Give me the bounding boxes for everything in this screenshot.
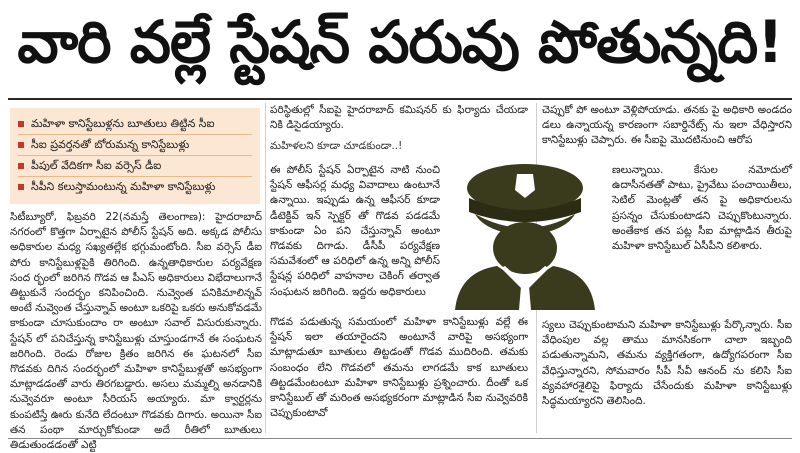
article-paragraph: ణలున్నాయి. కేసుల నమోదులో ఉదాసీనతతో పాటు, ప్రైవేటు పంచాయితీలు, సెటిల్ మెంట్లతో తన పై అధికారులను ప్రసన్నం చేసుకుంటాడని చెప్పుకొంటున్నారు. అంతేకాక తన పట్ల సీఐ మాట్లాడిన తీరుపై మహిళా కానిస్టేబుల్ ఏసీపీని కలిశారు. bbox=[612, 164, 792, 253]
article-column-2-bottom bbox=[270, 315, 528, 421]
highlight-text: సీపీని కలుస్తామంటున్న మహిళా కానిస్టేబుళ్లు bbox=[31, 180, 216, 193]
bullet-icon bbox=[18, 142, 24, 148]
highlight-item bbox=[18, 177, 252, 197]
article-column-3-top bbox=[542, 103, 792, 149]
police-officer-icon bbox=[445, 160, 605, 310]
article-column-3-mid bbox=[612, 163, 792, 254]
highlight-item bbox=[18, 156, 252, 177]
article-column-1 bbox=[10, 210, 262, 453]
column-divider bbox=[265, 103, 266, 433]
bullet-icon bbox=[18, 121, 24, 127]
highlight-text: పీపుల్ వేదికగా సీఐ వర్సెస్ డీఐ bbox=[31, 159, 162, 172]
highlight-text: మహిళా కానిస్టేబుళ్లను బూతులు తిట్టిన సీఐ bbox=[31, 117, 215, 130]
article-paragraph: సిటీబ్యూరో, ఫిబ్రవరి 22(నమస్తే తెలంగాణ): హైదరాబాద్ నగరంలో కొత్తగా ఏర్పాటైన పోలీస్ స్టేషన్ అది. అక్కడ పోలీసు అధికారుల మధ్య సఖ్యతల్లేక భగ్గుమంటోంది. సీఐ వర్సెస్ డీఐ పోరు కానిస్టేబుళ్లపైకి తిరిగింది. ఉన్నతాధికారుల పర్యవేక్షణ సంద ర్భంలో జరిగిన గొడవ ఆ పీఎస్ అధికారులు విభేదాలుగానే తిట్టుకునే సందర్భం కనిపించింది. నువ్వెంత పనికిమాలిన్నవ్ అంటే నువ్వెంత చేస్తున్నావ్ అంటూ ఒకరిపై ఒకరు అనుకోవడమే కాకుండా చూసుకుందాం రా అంటూ సవాల్ విసురుకున్నారు. స్టేషన్ లో పనిచేస్తున్న కానిస్టేబుళ్లు చూస్తుండగానే ఈ సంఘటన జరిగింది. రెండు రోజుల క్రితం జరిగిన ఈ ఘటనలో సీఐ గొడవకు దిగిన సందర్భంలో మహిళా కానిస్టేబుళ్లతో అసభ్యంగా మాట్లాడడంతో వారు తిరగబడ్డారు. అసలు మమ్మల్ని అనడానికి నువ్వెవరూ అంటూ సీరియస్ అయ్యారు. మా క్వార్టర్లను కుంపటిస్తే ఊరు కునేది లేదంటూ గొడవకు దిగారు. అయినా సీఐ తన పంథా మార్చుకోకుండా అదే రీతిలో బూతులు తిడుతుండడంతో ఎట్టి bbox=[10, 211, 262, 452]
highlight-item bbox=[18, 135, 252, 156]
headline: వారి వల్లే స్టేషన్ పరువు పోతున్నది! bbox=[17, 7, 783, 76]
article-column-2-top bbox=[270, 103, 528, 155]
article-paragraph: ఈ పోలీస్ స్టేషన్ ఏర్పాటైన నాటి నుంచి స్టేషన్ ఆఫీసర్ల మధ్య వివాదాలు ఉంటూనే ఉన్నాయి. ఇప్పుడు ఉన్న ఆఫీసర్ కూడా డీటెక్టివ్ ఇన్ స్పెక్టర్ తో గొడవ పడడమే కాకుండా ఏం పని చేస్తున్నావ్ అంటూ గొడవకు దిగాడు. డీసీపీ పర్యవేక్షణ సమవేశంలో ఆ పరిధిలో ఉన్న అన్ని పోలీస్ స్టేషన్ల పరిధిలో వాహనాల చెకింగ్ తర్వాత సంఘటన జరిగింది. ఇద్దరు అధికారులు bbox=[270, 164, 440, 298]
article-paragraph: గొడవ పడుతున్న సమయంలో మహిళా కానిస్టేబుళ్లు వల్లే ఈ స్టేషన్ ఇలా తయారైందని అంటూనే వారిపై అసభ్యంగా మాట్లాడుతూ బూతులు తిట్టడంతో గొడవ ముదిరింది. తమకు సంబంధం లేని గొడవలో తమను లాగడమే కాక బూతులు తిట్టడమేంటంటూ మహిళా కానిస్టేబుళ్లు ప్రశ్నించారు. దీంతో ఒక కానిస్టేబుల్ తో మరింత అసభ్యకరంగా మాట్లాడిన సీఐ నువ్వెవరికి చెప్పుకుంటావో bbox=[270, 316, 528, 420]
bullet-icon bbox=[18, 184, 24, 190]
highlight-item bbox=[18, 114, 252, 135]
headline-rule bbox=[8, 98, 792, 100]
article-column-2-mid bbox=[270, 163, 440, 300]
article-subhead: మహిళలని కూడా చూడకుండా..! bbox=[270, 140, 403, 153]
highlights-box bbox=[10, 108, 260, 204]
article-column-3-bottom bbox=[542, 318, 792, 409]
highlight-text: సీఐ ప్రవర్తనతో బోరుమన్న కానిస్టేబుళ్లు bbox=[31, 138, 190, 151]
bullet-icon bbox=[18, 163, 24, 169]
article-paragraph: స్యలు చెప్పుకుంటామని మహిళా కానిస్టేబుళ్లు పేర్కొన్నారు. సీఐ వేధింపుల వల్ల తాము మానసికంగా చాలా ఇబ్బంది పడుతున్నామని, తమను వ్యక్తిగతంగా, ఉద్యోగపరంగా సీఐ వేధిస్తున్నారని, సోమవారం సీపీ సీవీ ఆనంద్ ను కలిసి సీఐ వ్యవహారశైలిపై ఫిర్యాదు చేసేందుకు మహిళా కానిస్టేబుళ్లు సిద్ధమయ్యారని తెలిసింది. bbox=[542, 319, 792, 408]
article-paragraph: చెప్పుకో పో అంటూ వెళ్లిపోయాడు. తనకు పై అధికారి అండదం డలు ఉన్నాయన్న కారణంగా సబార్డినేట్స్ ను ఇలా వేధిస్తారని కానిస్టేబుళ్లు చెప్పారు. ఈ సీఐపై మొదటినుంచి ఆరోప bbox=[542, 104, 792, 147]
bottom-rule bbox=[8, 438, 792, 439]
article-paragraph: పరిస్థితుల్లో సీఐపై హైదరాబాద్ కమిషనర్ కు ఫిర్యాదు చేయడా నికి డిసైడయ్యారు. bbox=[270, 104, 528, 132]
